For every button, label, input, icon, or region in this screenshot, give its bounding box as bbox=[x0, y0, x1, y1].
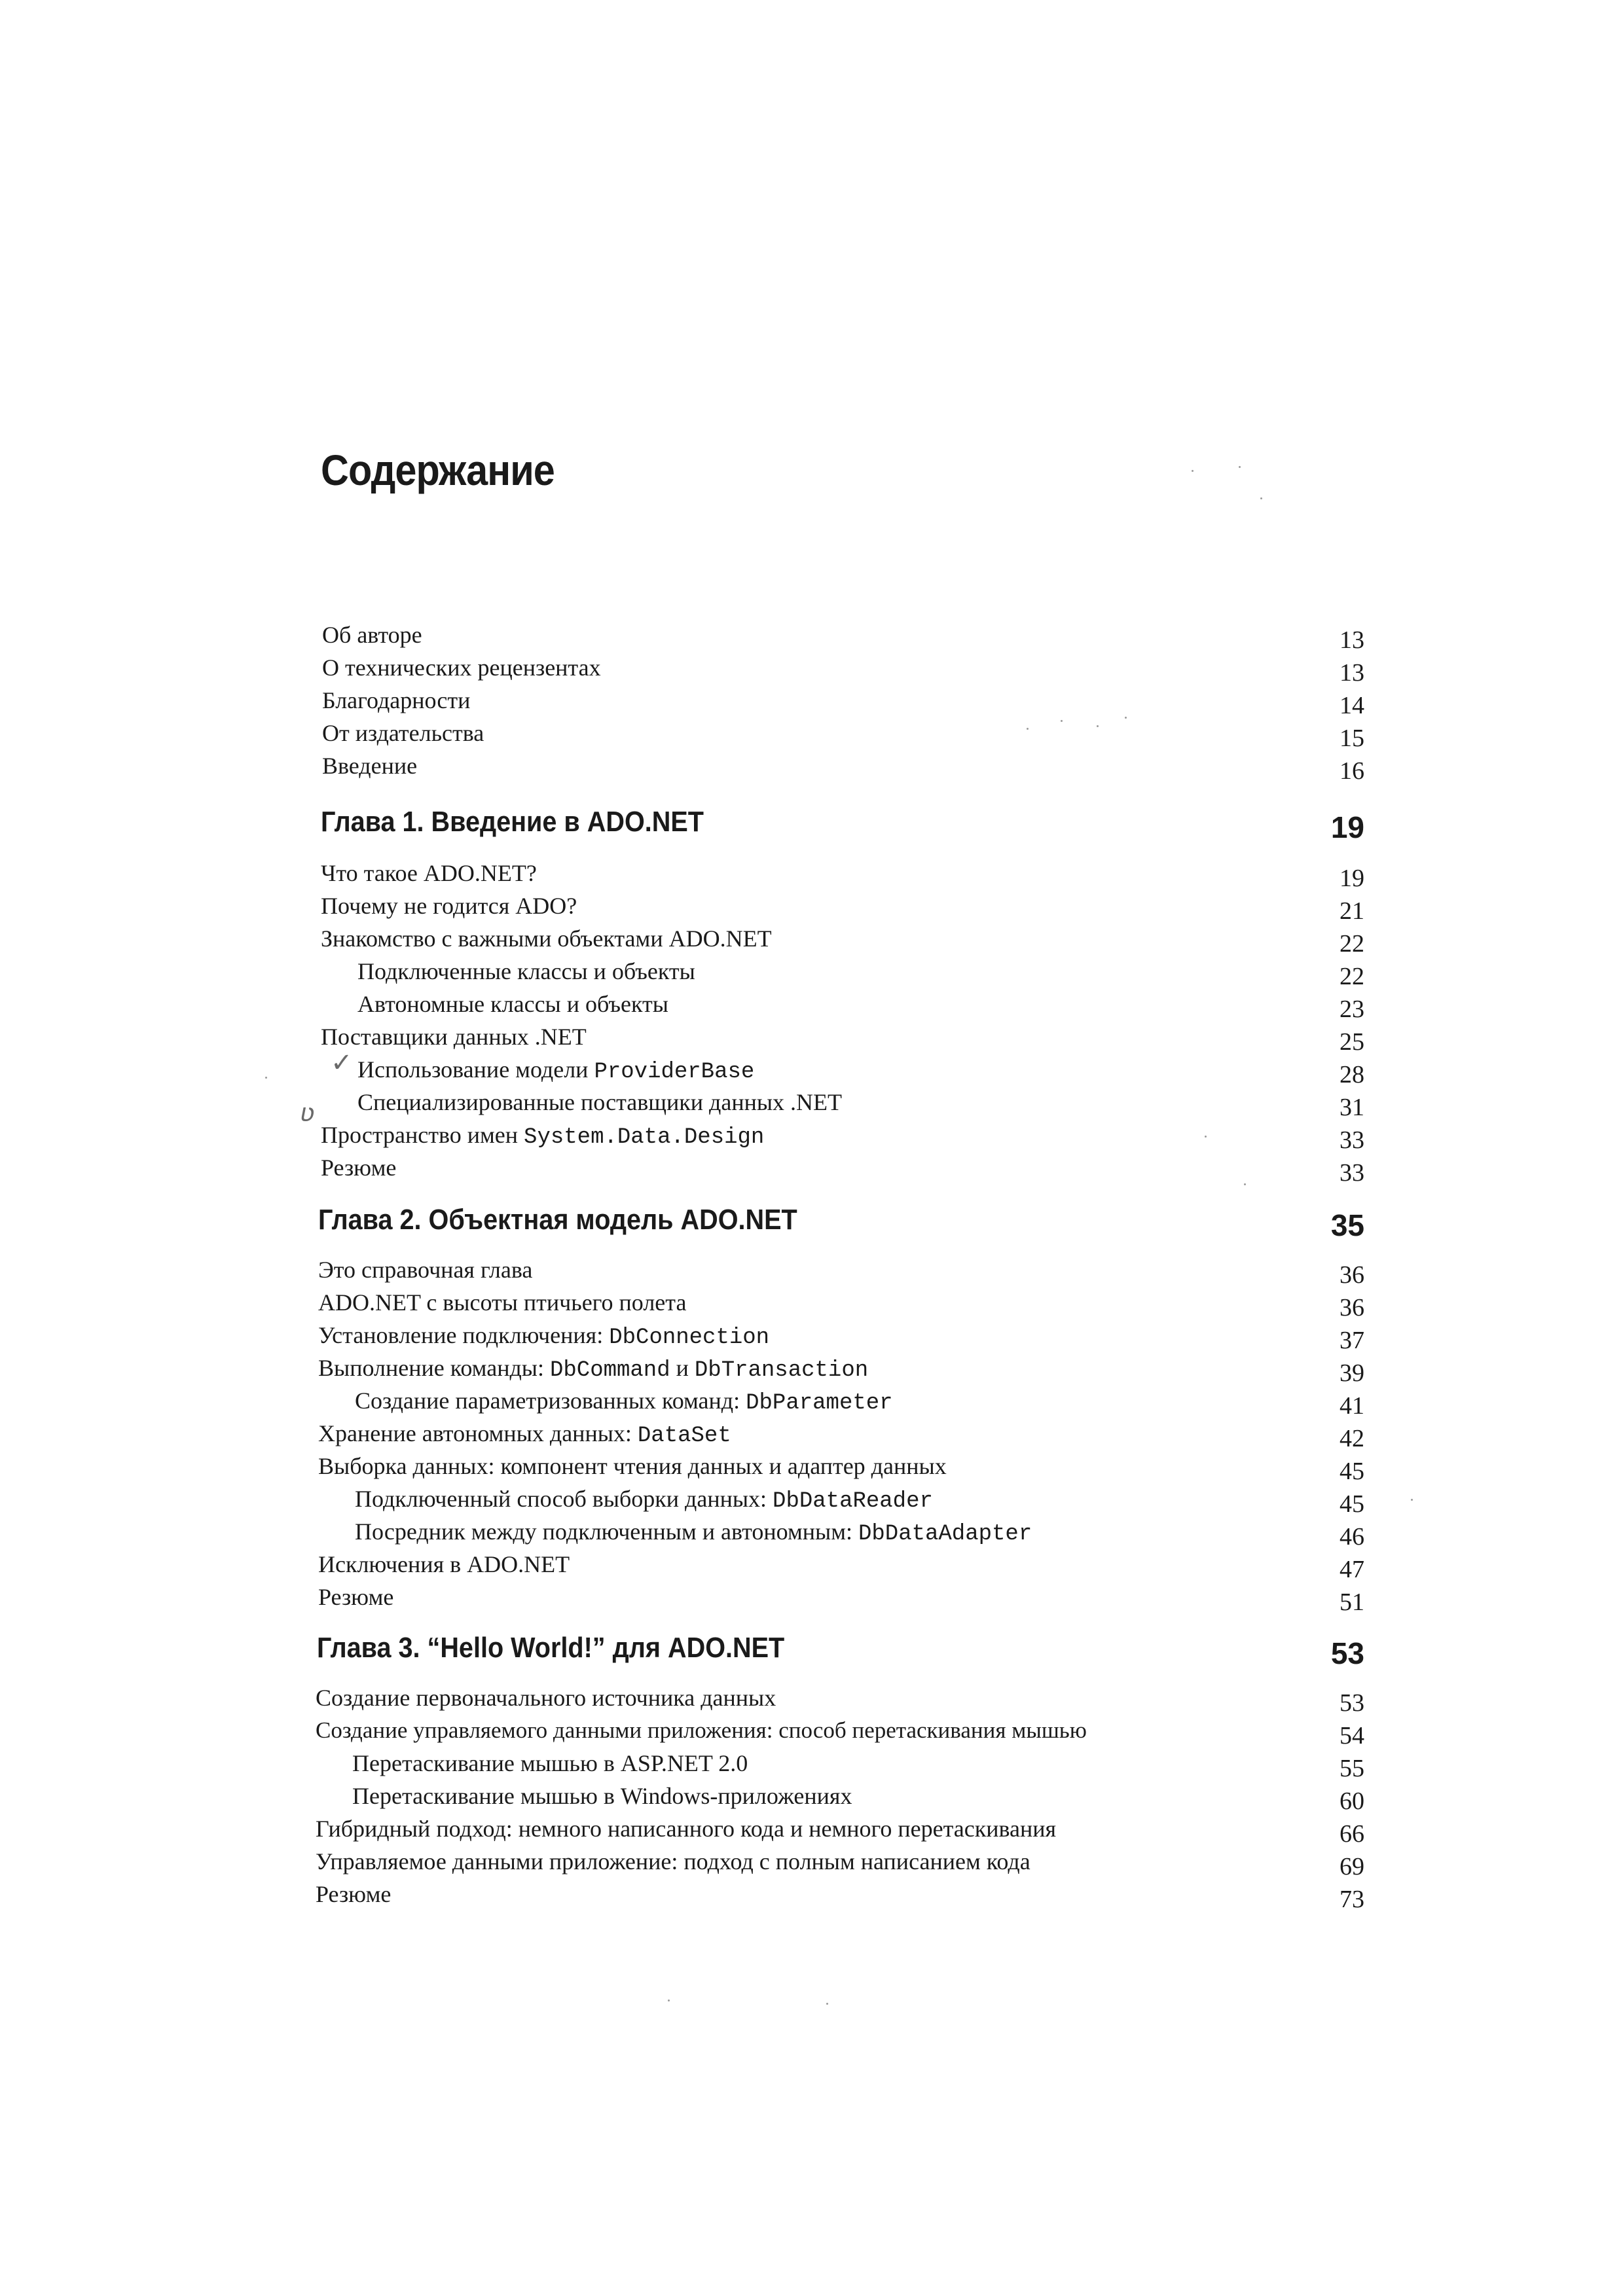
toc-entry-page: 14 bbox=[1340, 692, 1364, 719]
toc-entry-page: 69 bbox=[1340, 1853, 1364, 1880]
toc-entry-label: Выполнение команды: DbCommand и DbTransaction bbox=[318, 1355, 869, 1383]
chapter-heading[interactable] bbox=[0, 1203, 1623, 1242]
toc-entry-page: 13 bbox=[1340, 626, 1364, 654]
toc-entry-label: Введение bbox=[322, 753, 418, 779]
scan-speck bbox=[1097, 725, 1099, 727]
page-title: Содержание bbox=[321, 446, 555, 494]
scan-speck bbox=[265, 1077, 267, 1079]
toc-entry-page: 37 bbox=[1340, 1327, 1364, 1354]
toc-entry-page: 45 bbox=[1340, 1458, 1364, 1485]
toc-entry[interactable] bbox=[0, 1880, 1623, 1919]
toc-entry-label: Установление подключения: DbConnection bbox=[318, 1322, 770, 1350]
toc-entry-page: 28 bbox=[1340, 1061, 1364, 1088]
toc-entry-label: Выборка данных: компонент чтения данных и адаптер данных bbox=[318, 1453, 947, 1479]
toc-entry-page: 21 bbox=[1340, 897, 1364, 925]
toc-entry-label: Автономные классы и объекты bbox=[357, 991, 668, 1017]
pencil-checkmark-icon: ✓ bbox=[331, 1048, 353, 1078]
toc-entry-label: Резюме bbox=[321, 1155, 397, 1181]
toc-entry-label: Перетаскивание мышью в Windows-приложениях bbox=[352, 1783, 852, 1809]
chapter-title: Глава 1. Введение в ADO.NET bbox=[321, 806, 704, 838]
scan-speck bbox=[1061, 720, 1063, 722]
toc-entry-page: 41 bbox=[1340, 1392, 1364, 1420]
pencil-mark-icon: ʋ bbox=[300, 1098, 315, 1127]
toc-entry-page: 60 bbox=[1340, 1787, 1364, 1815]
toc-entry-page: 46 bbox=[1340, 1523, 1364, 1551]
toc-entry-label: Что такое ADO.NET? bbox=[321, 860, 537, 886]
toc-entry-page: 39 bbox=[1340, 1359, 1364, 1387]
scan-speck bbox=[826, 2003, 828, 2005]
toc-entry-label: Подключенный способ выборки данных: DbDataReader bbox=[355, 1486, 933, 1514]
toc-entry-page: 15 bbox=[1340, 725, 1364, 752]
scan-speck bbox=[1411, 1499, 1413, 1501]
toc-entry-page: 22 bbox=[1340, 963, 1364, 990]
toc-entry-label: Использование модели ProviderBase bbox=[357, 1056, 755, 1085]
toc-entry-page: 55 bbox=[1340, 1755, 1364, 1782]
toc-entry-label: Резюме bbox=[316, 1881, 392, 1907]
toc-entry-label: Почему не годится ADO? bbox=[321, 893, 577, 919]
chapter-title: Глава 2. Объектная модель ADO.NET bbox=[318, 1204, 797, 1236]
toc-entry-page: 19 bbox=[1340, 865, 1364, 892]
toc-entry-page: 36 bbox=[1340, 1261, 1364, 1289]
toc-entry-page: 73 bbox=[1340, 1886, 1364, 1913]
toc-entry[interactable] bbox=[0, 1153, 1623, 1193]
toc-entry-label: Перетаскивание мышью в ASP.NET 2.0 bbox=[352, 1750, 748, 1776]
toc-entry-page: 53 bbox=[1340, 1689, 1364, 1717]
toc-entry-page: 33 bbox=[1340, 1126, 1364, 1154]
toc-entry-page: 51 bbox=[1340, 1588, 1364, 1616]
scan-speck bbox=[668, 2000, 670, 2001]
scan-speck bbox=[1125, 717, 1127, 719]
toc-entry-label: Поставщики данных .NET bbox=[321, 1024, 587, 1050]
toc-entry[interactable] bbox=[0, 1583, 1623, 1622]
toc-entry-page: 13 bbox=[1340, 659, 1364, 687]
toc-entry-page: 33 bbox=[1340, 1159, 1364, 1187]
toc-entry-label: Создание первоначального источника данных bbox=[316, 1685, 776, 1711]
scan-speck bbox=[1027, 728, 1029, 730]
toc-entry-label: Резюме bbox=[318, 1584, 394, 1610]
toc-entry-label: Об авторе bbox=[322, 622, 422, 648]
toc-entry-page: 31 bbox=[1340, 1094, 1364, 1121]
toc-entry-page: 22 bbox=[1340, 930, 1364, 958]
toc-entry-page: 47 bbox=[1340, 1556, 1364, 1583]
toc-entry-label: Исключения в ADO.NET bbox=[318, 1551, 570, 1577]
scan-speck bbox=[1192, 470, 1194, 472]
toc-entry[interactable] bbox=[0, 751, 1623, 791]
toc-entry-page: 25 bbox=[1340, 1028, 1364, 1056]
toc-entry-page: 42 bbox=[1340, 1425, 1364, 1452]
toc-entry-page: 66 bbox=[1340, 1820, 1364, 1848]
chapter-page: 19 bbox=[1330, 810, 1364, 844]
toc-entry-label: Знакомство с важными объектами ADO.NET bbox=[321, 925, 772, 952]
toc-entry-page: 23 bbox=[1340, 996, 1364, 1023]
toc-entry-label: Это справочная глава bbox=[318, 1257, 533, 1283]
chapter-title: Глава 3. “Hello World!” для ADO.NET bbox=[317, 1632, 785, 1664]
toc-entry-page: 54 bbox=[1340, 1722, 1364, 1749]
toc-entry-label: Управляемое данными приложение: подход с полным написанием кода bbox=[316, 1848, 1030, 1874]
toc-entry-label: ADO.NET с высоты птичьего полета bbox=[318, 1289, 687, 1316]
toc-entry-label: От издательства bbox=[322, 720, 484, 746]
toc-entry-label: Благодарности bbox=[322, 687, 471, 713]
chapter-page: 35 bbox=[1330, 1208, 1364, 1242]
toc-entry-label: Создание управляемого данными приложения: способ перетаскивания мышью bbox=[316, 1717, 1087, 1743]
toc-entry-label: Гибридный подход: немного написанного кода и немного перетаскивания bbox=[316, 1816, 1057, 1842]
scan-speck bbox=[1205, 1136, 1207, 1138]
toc-entry-label: Создание параметризованных команд: DbParameter bbox=[355, 1388, 893, 1416]
scan-speck bbox=[1244, 1183, 1246, 1185]
toc-entry-label: Пространство имен System.Data.Design bbox=[321, 1122, 765, 1150]
toc-entry-label: Подключенные классы и объекты bbox=[357, 958, 695, 984]
toc-entry-page: 36 bbox=[1340, 1294, 1364, 1321]
chapter-heading[interactable] bbox=[0, 1631, 1623, 1670]
toc-entry-page: 45 bbox=[1340, 1490, 1364, 1518]
toc-entry-label: Специализированные поставщики данных .NET bbox=[357, 1089, 843, 1115]
toc-entry-label: Посредник между подключенным и автономным: DbDataAdapter bbox=[355, 1518, 1032, 1547]
scan-speck bbox=[1260, 497, 1262, 499]
chapter-page: 53 bbox=[1330, 1636, 1364, 1670]
scan-speck bbox=[1239, 466, 1241, 468]
toc-entry-label: О технических рецензентах bbox=[322, 655, 601, 681]
chapter-heading[interactable] bbox=[0, 805, 1623, 844]
toc-entry-page: 16 bbox=[1340, 757, 1364, 785]
toc-entry-label: Хранение автономных данных: DataSet bbox=[318, 1420, 731, 1448]
